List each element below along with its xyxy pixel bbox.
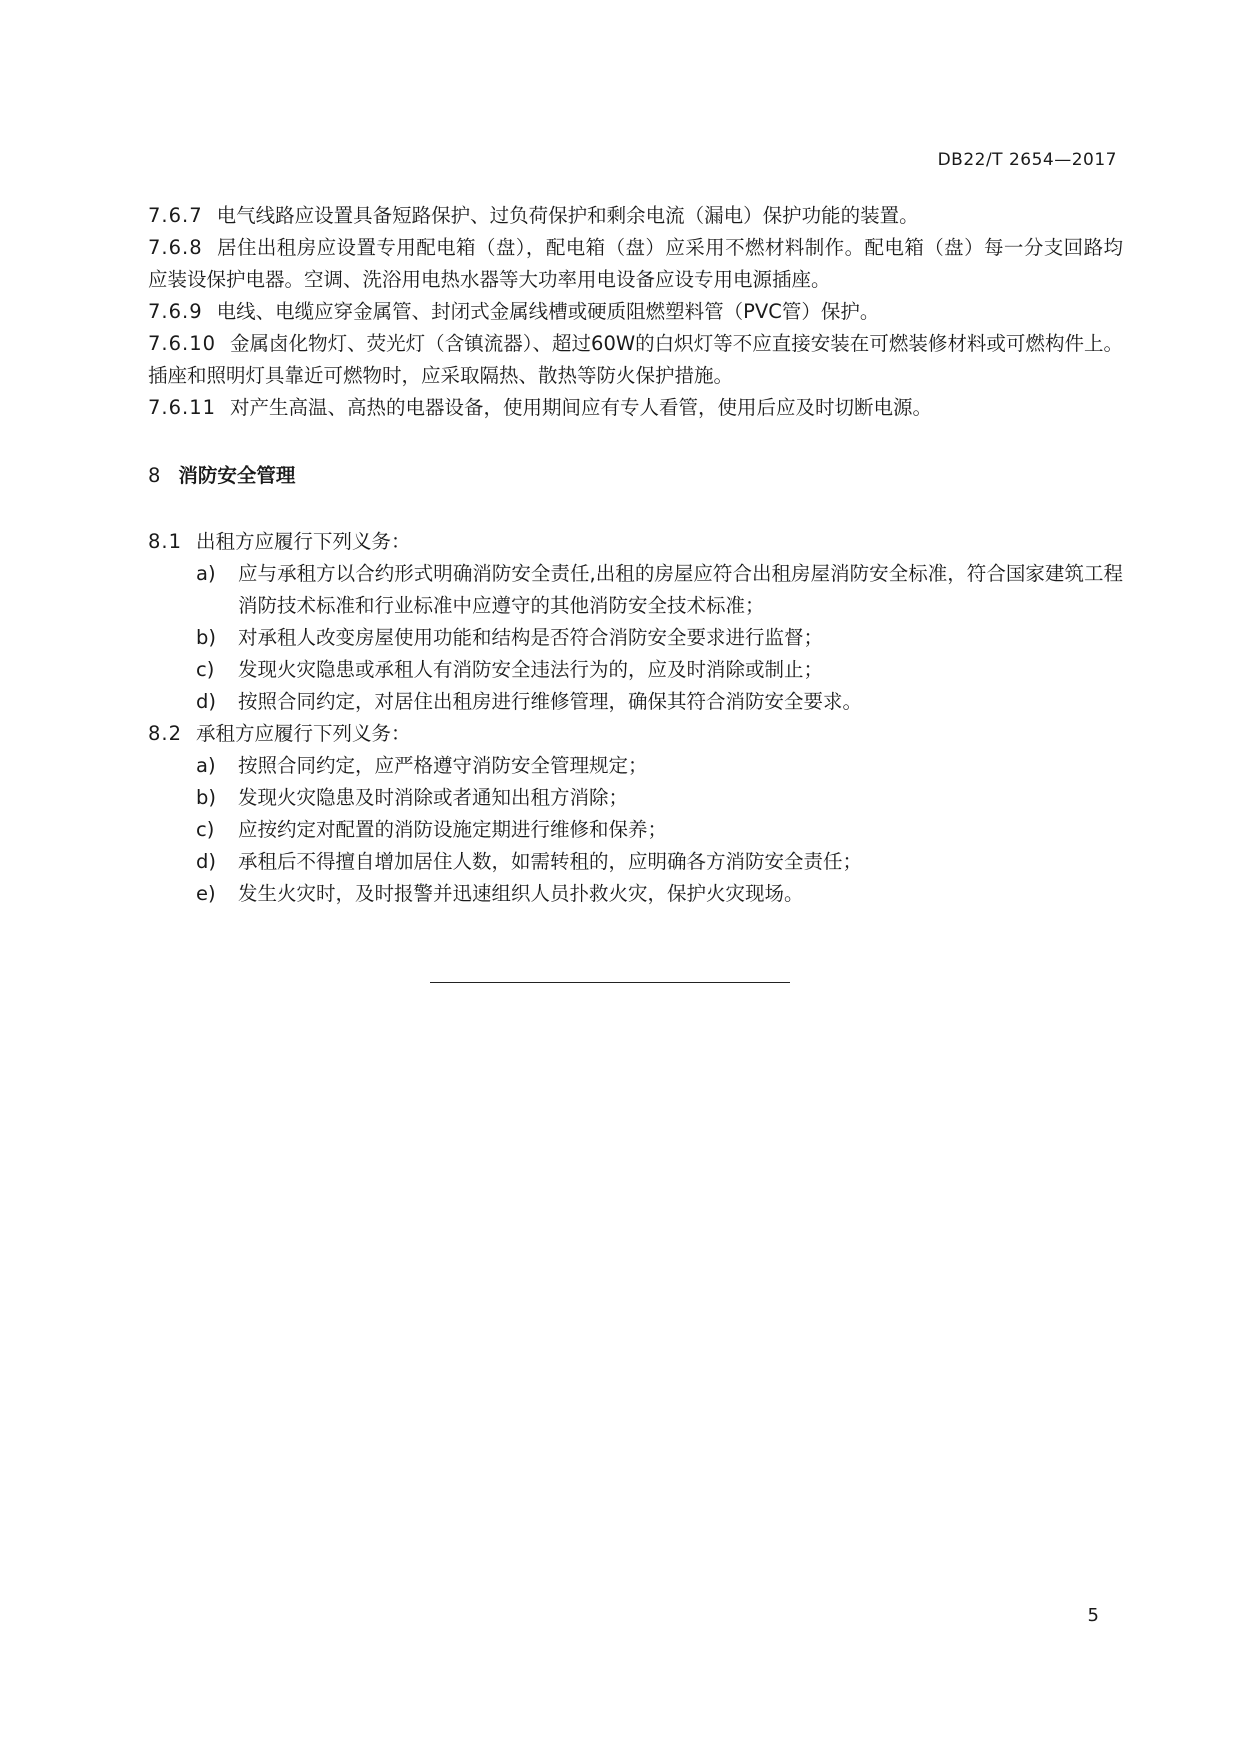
- item-text: 按照合同约定，对居住出租房进行维修管理，确保其符合消防安全要求。: [238, 690, 863, 713]
- end-of-document-rule: [430, 982, 790, 983]
- clause-7-6-11: [148, 392, 1123, 424]
- item-text: 发生火灾时，及时报警并迅速组织人员扑救火灾，保护火灾现场。: [238, 882, 804, 905]
- list-item: [148, 622, 1123, 654]
- section-title: 消防安全管理: [178, 464, 296, 487]
- clause-number: 7.6.11: [148, 396, 217, 419]
- list-item: [148, 654, 1123, 686]
- section-7-clauses: [148, 200, 1123, 424]
- item-label: a): [196, 754, 216, 777]
- clause-7-6-9: [148, 296, 1123, 328]
- clause-text: 金属卤化物灯、荧光灯（含镇流器）、超过60W的白炽灯等不应直接安装在可燃装修材料或可燃构件上。插座和照明灯具靠近可燃物时，应采取隔热、散热等防火保护措施。: [148, 332, 1123, 387]
- clause-number: 8.1: [148, 530, 183, 553]
- item-text: 应与承租方以合约形式明确消防安全责任,出租的房屋应符合出租房屋消防安全标准，符合国家建筑工程消防技术标准和行业标准中应遵守的其他消防安全技术标准；: [238, 562, 1123, 617]
- clause-number: 8.2: [148, 722, 183, 745]
- clause-text: 出租方应履行下列义务：: [196, 530, 411, 553]
- item-text: 应按约定对配置的消防设施定期进行维修和保养；: [238, 818, 668, 841]
- item-text: 承租后不得擅自增加居住人数，如需转租的，应明确各方消防安全责任；: [238, 850, 863, 873]
- clause-number: 7.6.10: [148, 332, 217, 355]
- clause-8-1: [148, 526, 1123, 558]
- document-id-header: DB22/T 2654—2017: [937, 150, 1117, 170]
- clause-7-6-8: [148, 232, 1123, 296]
- item-label: b): [196, 626, 216, 649]
- section-8-clauses: [148, 526, 1123, 910]
- list-item: [148, 750, 1123, 782]
- item-label: d): [196, 690, 216, 713]
- item-text: 按照合同约定，应严格遵守消防安全管理规定；: [238, 754, 648, 777]
- list-item: [148, 782, 1123, 814]
- clause-8-2: [148, 718, 1123, 750]
- item-label: d): [196, 850, 216, 873]
- item-label: a): [196, 562, 216, 585]
- clause-text: 对产生高温、高热的电器设备，使用期间应有专人看管，使用后应及时切断电源。: [230, 396, 933, 419]
- item-text: 发现火灾隐患及时消除或者通知出租方消除；: [238, 786, 629, 809]
- clause-text: 电线、电缆应穿金属管、封闭式金属线槽或硬质阻燃塑料管（PVC管）保护。: [216, 300, 880, 323]
- item-label: c): [196, 818, 215, 841]
- list-item: [148, 686, 1123, 718]
- clause-number: 7.6.8: [148, 236, 203, 259]
- item-label: b): [196, 786, 216, 809]
- clause-text: 居住出租房应设置专用配电箱（盘），配电箱（盘）应采用不燃材料制作。配电箱（盘）每一分支回路均应装设保护电器。空调、洗浴用电热水器等大功率用电设备应设专用电源插座。: [148, 236, 1123, 291]
- clause-text: 电气线路应设置具备短路保护、过负荷保护和剩余电流（漏电）保护功能的装置。: [216, 204, 919, 227]
- section-8-heading: [148, 460, 295, 488]
- item-text: 发现火灾隐患或承租人有消防安全违法行为的，应及时消除或制止；: [238, 658, 824, 681]
- list-item: [148, 878, 1123, 910]
- list-item: [148, 846, 1123, 878]
- clause-number: 7.6.7: [148, 204, 203, 227]
- item-label: c): [196, 658, 215, 681]
- item-label: e): [196, 882, 216, 905]
- page-number: 5: [1087, 1605, 1099, 1626]
- list-item: [148, 558, 1123, 622]
- section-number: 8: [148, 464, 161, 487]
- item-text: 对承租人改变房屋使用功能和结构是否符合消防安全要求进行监督；: [238, 626, 824, 649]
- clause-number: 7.6.9: [148, 300, 203, 323]
- clause-7-6-7: [148, 200, 1123, 232]
- clause-7-6-10: [148, 328, 1123, 392]
- list-item: [148, 814, 1123, 846]
- clause-text: 承租方应履行下列义务：: [196, 722, 411, 745]
